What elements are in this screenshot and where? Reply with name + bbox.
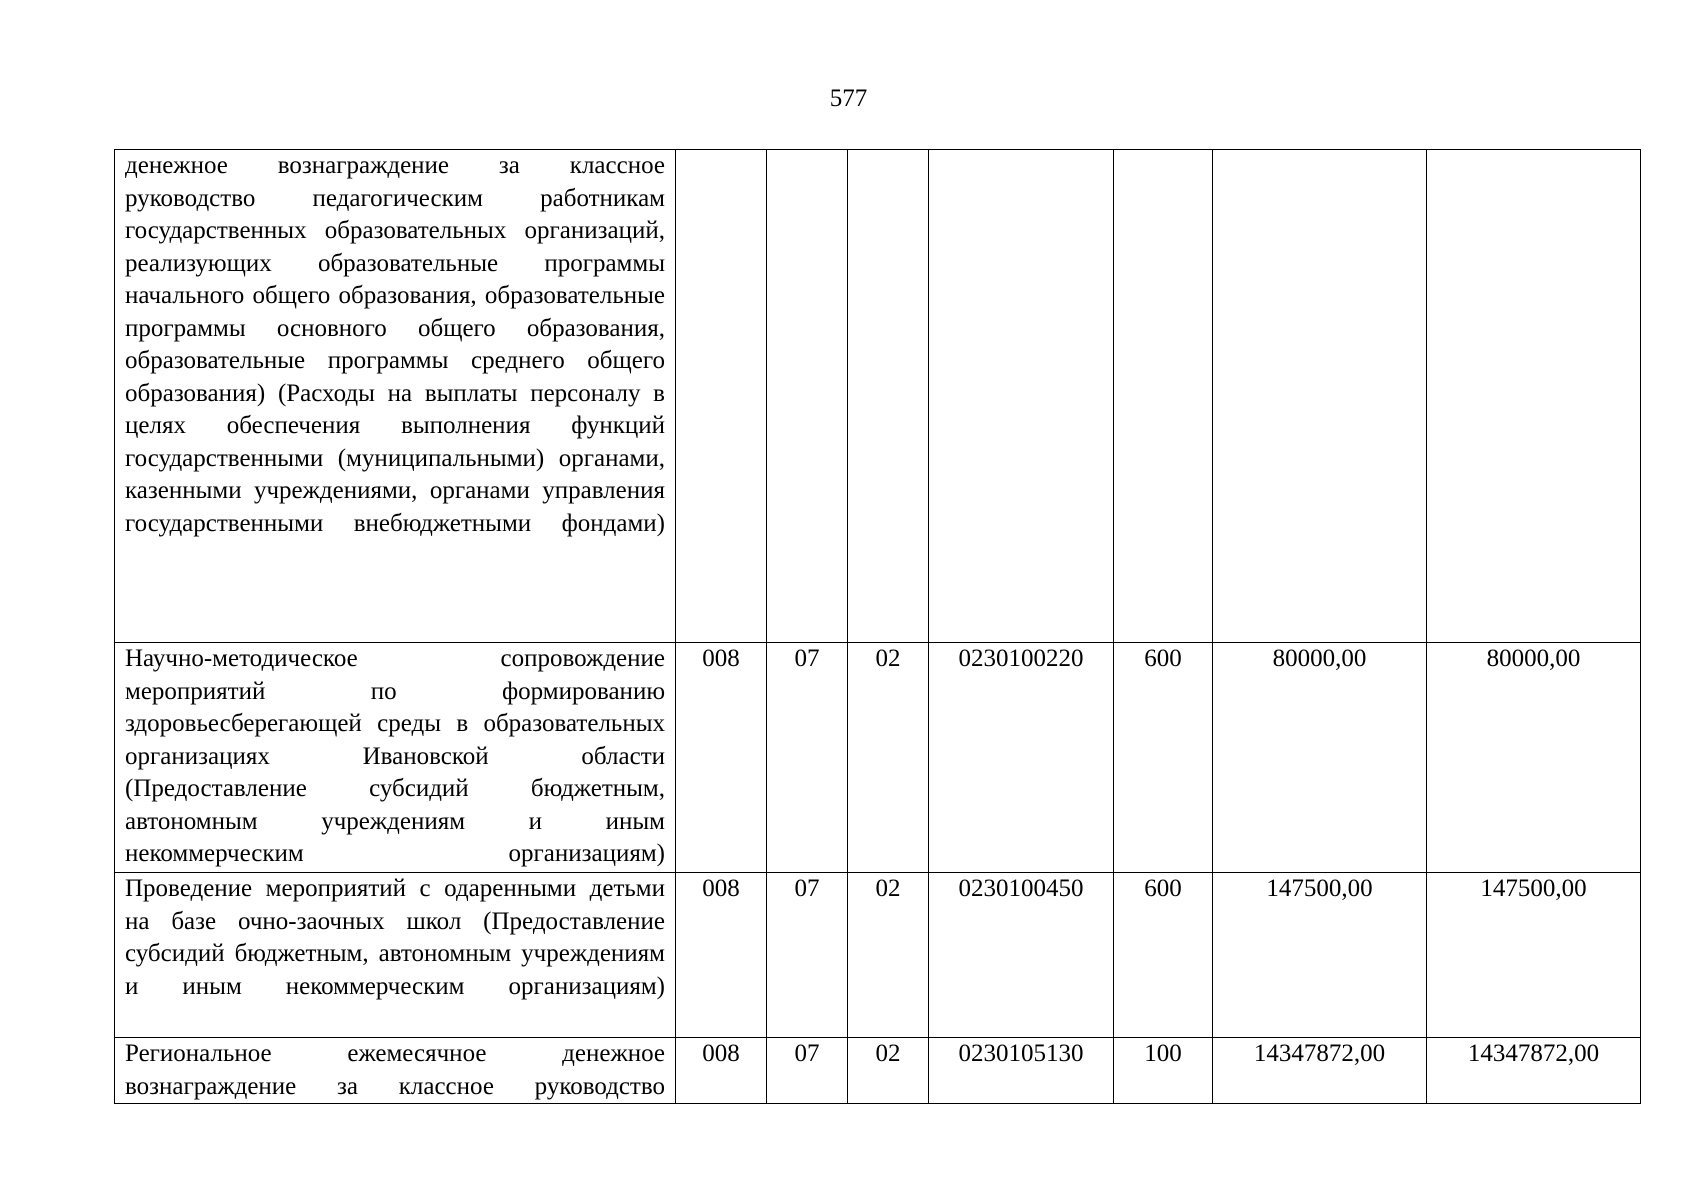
- table-row: [115, 1038, 1641, 1104]
- row-description: Проведение мероприятий с одаренными детьми на базе очно-заочных школ (Предоставление субсидий бюджетным, автономным учреждениям и иным некоммерческим организациям): [115, 873, 676, 1038]
- amount-2: 80000,00: [1427, 643, 1641, 873]
- section-code: 07: [767, 643, 848, 873]
- ministry-code: 008: [676, 1038, 767, 1104]
- amount-1: 147500,00: [1213, 873, 1427, 1038]
- section-code: [767, 150, 848, 643]
- row-description: Научно-методическое сопровождение мероприятий по формированию здоровьесберегающей среды в образовательных организациях Ивановской области (Предоставление субсидий бюджетным, автономным учреждениям и иным некоммерческим организациям): [115, 643, 676, 873]
- amount-2: 14347872,00: [1427, 1038, 1641, 1104]
- expense-type-code: 600: [1114, 643, 1213, 873]
- row-description: Региональное ежемесячное денежное вознаграждение за классное руководство: [115, 1038, 676, 1104]
- page-number: 577: [829, 85, 868, 112]
- row-description: денежное вознаграждение за классное руководство педагогическим работникам государственных образовательных организаций, реализующих образовательные программы начального общего образования, образовательные программы основного общего образования, образовательные программы среднего общего образования) (Расходы на выплаты персоналу в целях обеспечения выполнения функций государственными (муниципальными) органами, казенными учреждениями, органами управления государственными внебюджетными фондами): [115, 150, 676, 643]
- section-code: 07: [767, 873, 848, 1038]
- subsection-code: 02: [848, 1038, 929, 1104]
- subsection-code: 02: [848, 643, 929, 873]
- target-article-code: 0230105130: [929, 1038, 1114, 1104]
- section-code: 07: [767, 1038, 848, 1104]
- amount-1: 80000,00: [1213, 643, 1427, 873]
- table-row: [115, 150, 1641, 643]
- subsection-code: 02: [848, 873, 929, 1038]
- target-article-code: 0230100220: [929, 643, 1114, 873]
- target-article-code: [929, 150, 1114, 643]
- budget-table: [114, 149, 1641, 1104]
- table-row: [115, 873, 1641, 1038]
- ministry-code: [676, 150, 767, 643]
- expense-type-code: [1114, 150, 1213, 643]
- expense-type-code: 600: [1114, 873, 1213, 1038]
- table-row: [115, 643, 1641, 873]
- ministry-code: 008: [676, 643, 767, 873]
- target-article-code: 0230100450: [929, 873, 1114, 1038]
- amount-1: 14347872,00: [1213, 1038, 1427, 1104]
- amount-1: [1213, 150, 1427, 643]
- ministry-code: 008: [676, 873, 767, 1038]
- amount-2: [1427, 150, 1641, 643]
- subsection-code: [848, 150, 929, 643]
- amount-2: 147500,00: [1427, 873, 1641, 1038]
- expense-type-code: 100: [1114, 1038, 1213, 1104]
